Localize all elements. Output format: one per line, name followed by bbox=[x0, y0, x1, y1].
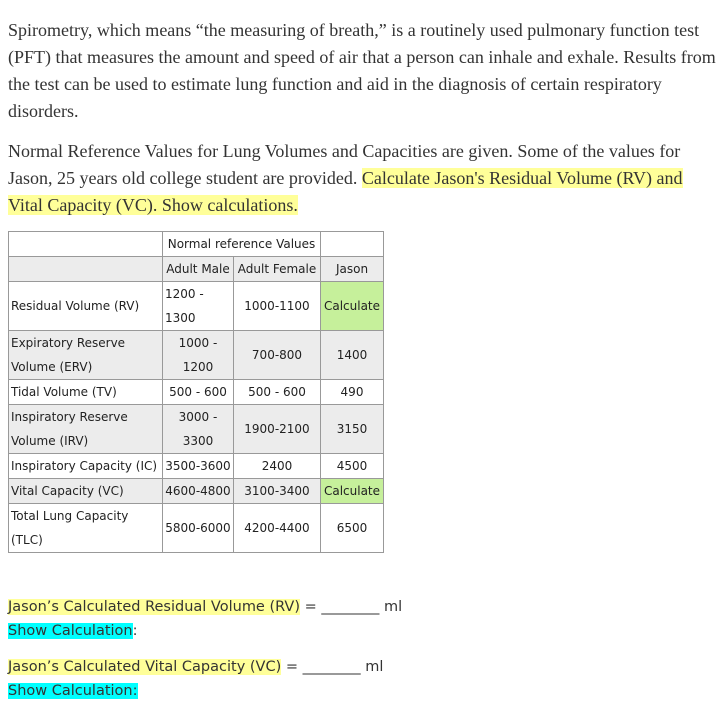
vc-answer-label: Jason’s Calculated Vital Capacity (VC) bbox=[8, 659, 282, 675]
row-male: 500 - 600 bbox=[163, 380, 234, 405]
row-male: 1200 - 1300 bbox=[163, 282, 234, 331]
rv-unit: ml bbox=[379, 599, 403, 615]
row-jason: Calculate bbox=[321, 282, 384, 331]
table-row bbox=[9, 380, 384, 405]
row-female: 700-800 bbox=[234, 331, 321, 380]
vc-answer-blank[interactable]: ________ bbox=[302, 659, 361, 675]
row-name: Tidal Volume (TV) bbox=[9, 380, 163, 405]
header-empty-cell bbox=[9, 257, 163, 282]
vc-unit: ml bbox=[360, 659, 384, 675]
instructions-text: Normal Reference Values for Lung Volumes and Capacities are given. Some of the values for Jason, 25 years old college student are provided. bbox=[8, 141, 681, 188]
row-jason: 490 bbox=[321, 380, 384, 405]
row-name: Expiratory Reserve Volume (ERV) bbox=[9, 331, 163, 380]
vc-answer-block bbox=[8, 655, 383, 703]
row-male: 1000 - 1200 bbox=[163, 331, 234, 380]
row-jason: Calculate bbox=[321, 479, 384, 504]
row-female: 500 - 600 bbox=[234, 380, 321, 405]
rv-answer-block bbox=[8, 595, 402, 643]
table-row bbox=[9, 504, 384, 553]
header-empty-cell bbox=[321, 232, 384, 257]
vc-equals: = bbox=[281, 659, 303, 675]
rv-equals: = bbox=[299, 599, 322, 615]
lung-volumes-table bbox=[8, 231, 384, 553]
row-female: 3100-3400 bbox=[234, 479, 321, 504]
rv-show-line bbox=[8, 619, 402, 643]
rv-show-calculation: Show Calculation bbox=[8, 623, 133, 639]
row-female: 4200-4400 bbox=[234, 504, 321, 553]
rv-colon: : bbox=[132, 623, 138, 639]
table-header-row-2 bbox=[9, 257, 384, 282]
row-male: 3000 - 3300 bbox=[163, 405, 234, 454]
vc-answer-line bbox=[8, 655, 383, 679]
row-female: 1000-1100 bbox=[234, 282, 321, 331]
row-name: Residual Volume (RV) bbox=[9, 282, 163, 331]
table-row bbox=[9, 331, 384, 380]
vc-show-line bbox=[8, 679, 383, 703]
instructions-highlight: Calculate Jason's Residual Volume (RV) and Vital Capacity (VC). Show calculations. bbox=[8, 168, 683, 215]
row-name: Inspiratory Reserve Volume (IRV) bbox=[9, 405, 163, 454]
table-row bbox=[9, 479, 384, 504]
header-normal-values: Normal reference Values bbox=[163, 232, 321, 257]
header-adult-male: Adult Male bbox=[163, 257, 234, 282]
instructions-paragraph bbox=[8, 138, 720, 219]
row-jason: 4500 bbox=[321, 454, 384, 479]
row-female: 1900-2100 bbox=[234, 405, 321, 454]
row-jason: 1400 bbox=[321, 331, 384, 380]
row-name: Inspiratory Capacity (IC) bbox=[9, 454, 163, 479]
table-row bbox=[9, 454, 384, 479]
rv-answer-line bbox=[8, 595, 402, 619]
table-header-row-1 bbox=[9, 232, 384, 257]
table-row bbox=[9, 405, 384, 454]
row-male: 5800-6000 bbox=[163, 504, 234, 553]
row-male: 4600-4800 bbox=[163, 479, 234, 504]
header-adult-female: Adult Female bbox=[234, 257, 321, 282]
vc-show-calculation: Show Calculation: bbox=[8, 683, 138, 699]
row-male: 3500-3600 bbox=[163, 454, 234, 479]
header-empty-cell bbox=[9, 232, 163, 257]
row-jason: 3150 bbox=[321, 405, 384, 454]
row-name: Vital Capacity (VC) bbox=[9, 479, 163, 504]
rv-answer-blank[interactable]: ________ bbox=[321, 599, 380, 615]
intro-paragraph: Spirometry, which means “the measuring of breath,” is a routinely used pulmonary function test (PFT) that measures the amount and speed of air that a person can inhale and exhale. Results from the test can be used to estimate lung function and aid in the diagnosis of certain respiratory disorders. bbox=[8, 20, 716, 121]
header-jason: Jason bbox=[321, 257, 384, 282]
row-jason: 6500 bbox=[321, 504, 384, 553]
table-row bbox=[9, 282, 384, 331]
row-female: 2400 bbox=[234, 454, 321, 479]
row-name: Total Lung Capacity (TLC) bbox=[9, 504, 163, 553]
rv-answer-label: Jason’s Calculated Residual Volume (RV) bbox=[8, 599, 300, 615]
